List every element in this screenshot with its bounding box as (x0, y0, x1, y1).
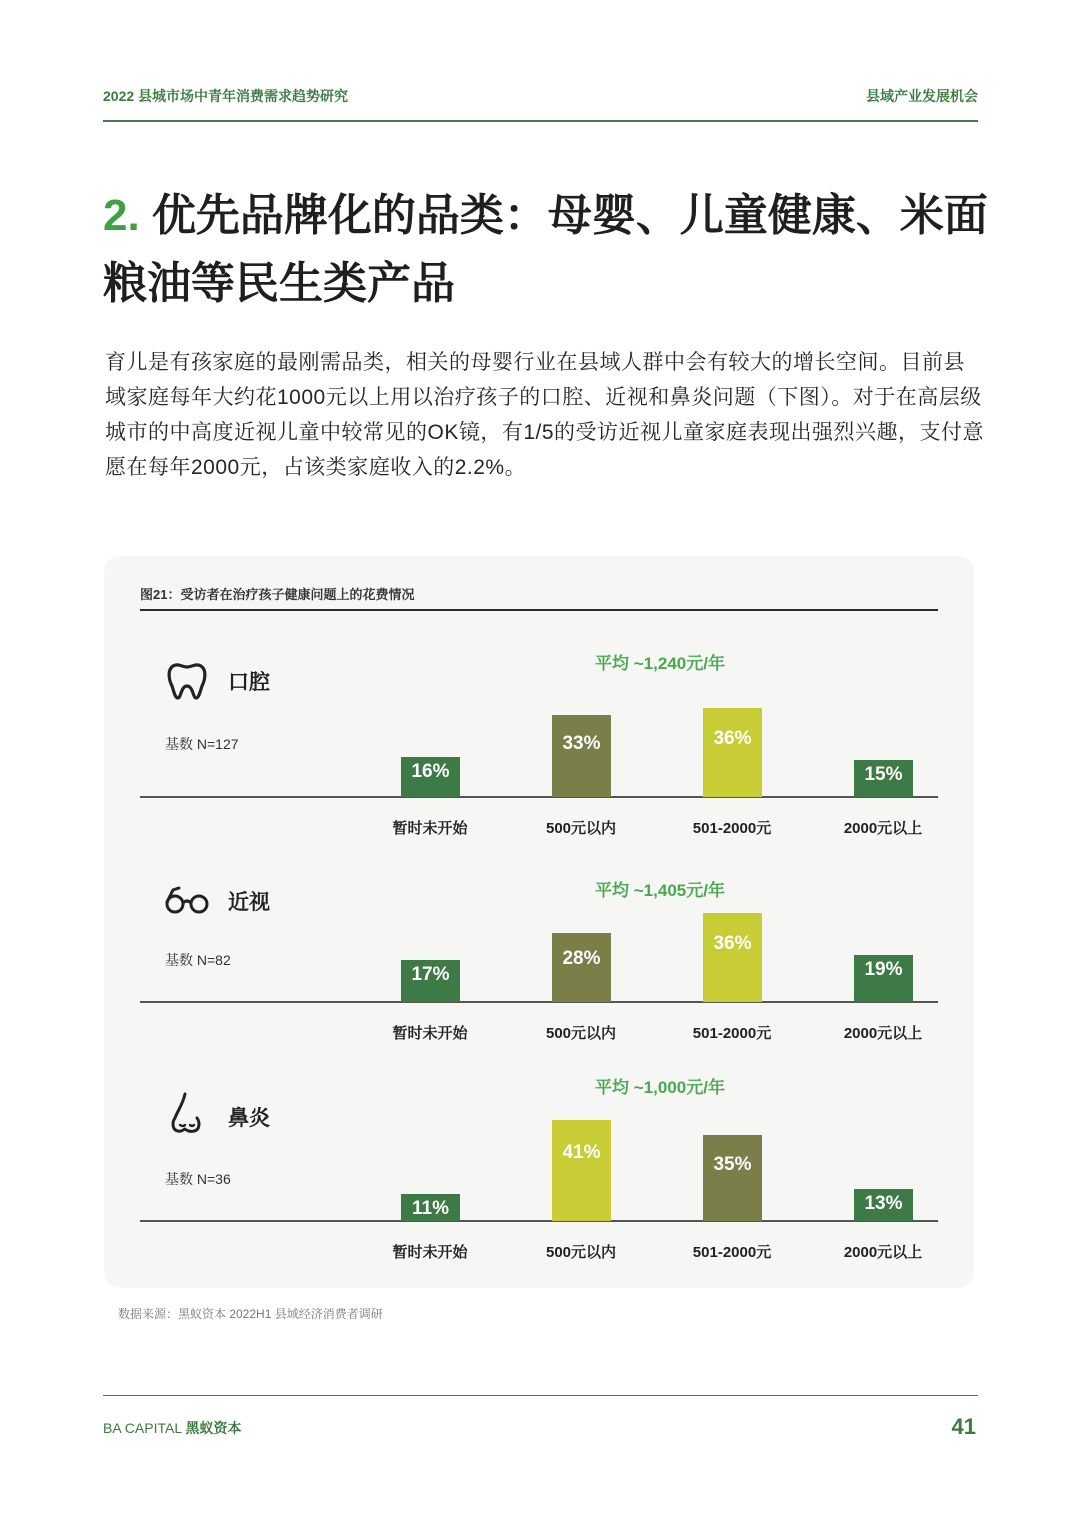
section-number: 2. (103, 191, 140, 240)
nose-icon (163, 1090, 211, 1138)
category-tick-label: 2000元以上 (843, 820, 923, 837)
bar-value-label: 17% (411, 964, 450, 985)
category-tick-label: 500元以内 (545, 1025, 617, 1042)
sample-size: 基数 N=82 (165, 952, 231, 968)
average-label: 平均 ~1,405元/年 (595, 881, 725, 900)
bar-value-label: 19% (864, 959, 903, 980)
category-tick-label: 500元以内 (545, 820, 617, 837)
section-title-text: 优先品牌化的品类：母婴、儿童健康、米面粮油等民生类产品 (103, 191, 988, 308)
sample-size: 基数 N=127 (165, 736, 239, 752)
page-title (103, 182, 1003, 318)
brand-cn: 黑蚁资本 (185, 1420, 242, 1436)
bar-value-label: 41% (562, 1142, 601, 1163)
figure-title-rule (140, 609, 938, 611)
bar-value-label: 36% (713, 728, 752, 749)
category-tick-label: 500元以内 (545, 1244, 617, 1261)
brand-en: BA CAPITAL (103, 1420, 182, 1436)
page-number: 41 (951, 1414, 976, 1439)
bar-value-label: 16% (411, 761, 450, 782)
average-label: 平均 ~1,240元/年 (595, 654, 725, 673)
bar-1 (552, 715, 611, 797)
bar-2 (703, 708, 762, 797)
glasses-icon (163, 878, 211, 926)
category-tick-label: 暂时未开始 (392, 1244, 468, 1261)
average-label: 平均 ~1,000元/年 (595, 1078, 725, 1097)
bar-value-label: 28% (562, 948, 601, 969)
tooth-icon (163, 656, 211, 704)
panel-label: 鼻炎 (228, 1107, 270, 1130)
footer-rule (103, 1395, 978, 1396)
section-name: 县域产业发展机会 (866, 88, 978, 104)
report-title: 2022 县城市场中青年消费需求趋势研究 (103, 88, 349, 104)
chart-baseline (140, 1220, 938, 1222)
bar-2 (703, 913, 762, 1002)
footer-brand (103, 1418, 241, 1438)
data-source: 数据来源：黑蚁资本 2022H1 县域经济消费者调研 (118, 1307, 383, 1321)
sample-size: 基数 N=36 (165, 1171, 231, 1187)
bar-value-label: 36% (713, 933, 752, 954)
panel-label: 口腔 (228, 671, 270, 694)
bar-value-label: 35% (713, 1154, 752, 1175)
figure-title: 图21：受访者在治疗孩子健康问题上的花费情况 (140, 587, 415, 602)
chart-baseline (140, 1001, 938, 1003)
bar-value-label: 13% (864, 1193, 903, 1214)
bar-1 (552, 1120, 611, 1221)
chart-baseline (140, 796, 938, 798)
category-tick-label: 暂时未开始 (392, 820, 468, 837)
category-tick-label: 2000元以上 (843, 1025, 923, 1042)
bar-value-label: 15% (864, 764, 903, 785)
category-tick-label: 暂时未开始 (392, 1025, 468, 1042)
category-tick-label: 501-2000元 (692, 1025, 772, 1042)
bar-2 (703, 1135, 762, 1221)
body-paragraph: 育儿是有孩家庭的最刚需品类，相关的母婴行业在县域人群中会有较大的增长空间。目前县域家庭每年大约花1000元以上用以治疗孩子的口腔、近视和鼻炎问题（下图）。对于在高层级城市的中高度近视儿童中较常见的OK镜，有1/5的受访近视儿童家庭表现出强烈兴趣，支付意愿在每年2000元，占该类家庭收入的2.2%。 (105, 351, 985, 479)
panel-label: 近视 (228, 891, 270, 914)
bar-value-label: 11% (412, 1198, 449, 1219)
bar-value-label: 33% (562, 733, 601, 754)
page-header (103, 86, 978, 122)
category-tick-label: 501-2000元 (692, 1244, 772, 1261)
category-tick-label: 501-2000元 (692, 820, 772, 837)
category-tick-label: 2000元以上 (843, 1244, 923, 1261)
